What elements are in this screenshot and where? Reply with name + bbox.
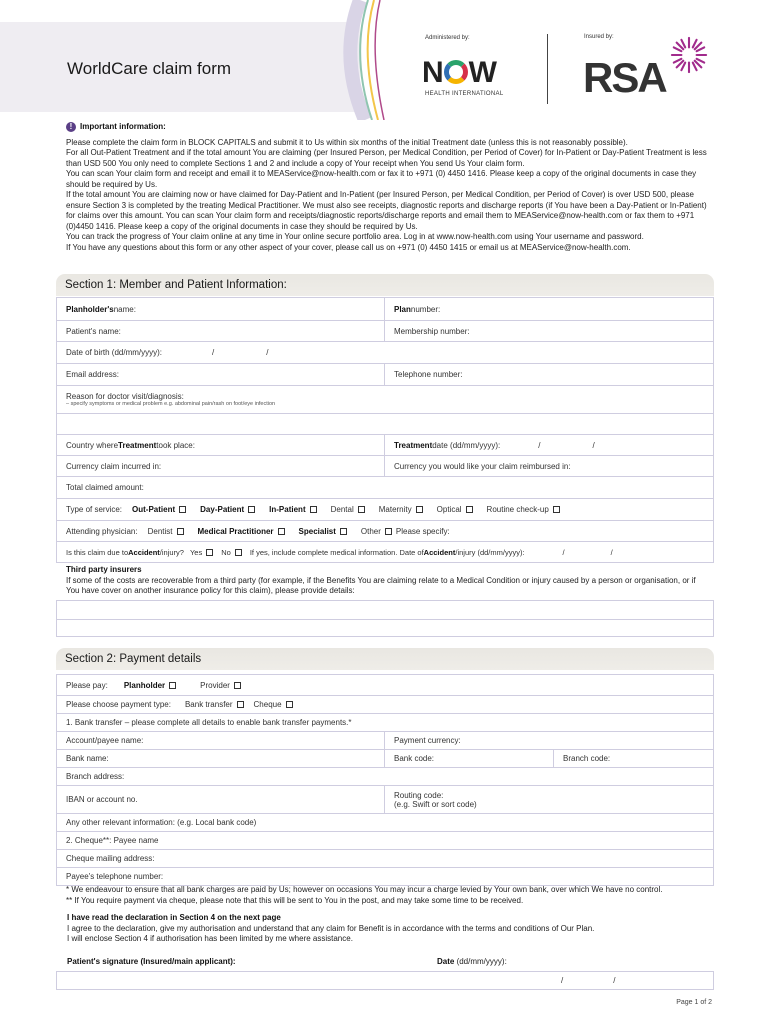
physician-dentist[interactable]: Dentist xyxy=(148,527,184,536)
page-number: Page 1 of 2 xyxy=(676,999,712,1006)
type-out-patient[interactable]: Out-Patient xyxy=(132,505,186,514)
administered-by-label: Administered by: xyxy=(425,35,470,41)
routing-code-field[interactable]: Routing code: (e.g. Swift or sort code) xyxy=(384,786,713,813)
type-routine-checkup[interactable]: Routine check-up xyxy=(487,505,560,514)
payment-cheque[interactable]: Cheque xyxy=(254,700,293,709)
checkbox[interactable] xyxy=(466,506,473,513)
total-claimed-field[interactable]: Total claimed amount: xyxy=(66,483,144,492)
checkbox[interactable] xyxy=(177,528,184,535)
payee-telephone-field[interactable]: Payee's telephone number: xyxy=(66,872,164,881)
checkbox[interactable] xyxy=(234,682,241,689)
checkbox[interactable] xyxy=(416,506,423,513)
signature-field[interactable] xyxy=(57,972,384,989)
checkbox[interactable] xyxy=(385,528,392,535)
section2-header: Section 2: Payment details xyxy=(56,648,714,670)
checkbox[interactable] xyxy=(340,528,347,535)
currency-reimbursed-field[interactable]: Currency you would like your claim reimbursed in: xyxy=(384,456,713,476)
third-party-field-line1[interactable] xyxy=(57,601,713,619)
now-health-logo-subtitle: HEALTH INTERNATIONAL xyxy=(425,91,504,97)
checkbox[interactable] xyxy=(206,549,213,556)
checkbox[interactable] xyxy=(235,549,242,556)
physician-medical-practitioner[interactable]: Medical Practitioner xyxy=(198,527,285,536)
branch-code-field[interactable]: Branch code: xyxy=(553,750,713,767)
logo-divider xyxy=(547,34,548,104)
date-label: Date (dd/mm/yyyy): xyxy=(437,957,507,966)
third-party-block xyxy=(66,565,706,597)
bank-transfer-heading: 1. Bank transfer – please complete all details to enable bank transfer payments.* xyxy=(66,718,352,727)
third-party-title: Third party insurers xyxy=(66,565,142,574)
section1-grid xyxy=(56,297,714,563)
please-specify-field[interactable]: Please specify: xyxy=(395,526,450,536)
checkbox[interactable] xyxy=(278,528,285,535)
type-day-patient[interactable]: Day-Patient xyxy=(200,505,255,514)
footnote-2: ** If You require payment via cheque, please note that this will be sent to You in the post, and may take some time to be received. xyxy=(66,895,524,905)
payment-bank-transfer[interactable]: Bank transfer xyxy=(185,700,244,709)
email-field[interactable]: Email address: xyxy=(66,370,119,379)
info-p4: If the total amount You are claiming now or have claimed for Day-Patient and In-Patient (per Insured Person, per Medical Condition, per Period of Cover) is over USD 500, please ensure Section 3 is completed by the treating Medical Practitioner. We must also see receipts, diagnostic reports and discharge reports (if You have been a Day-Patient or In-Patient) for claims over this amount. You can scan Your claim form and receipts/diagnostic reports/discharge reports and email them to MEAService@now-health.com or fax them to +971 (0)4450 1416. Please keep a copy of the original documents in case they should be required by Us. xyxy=(66,190,707,231)
info-p6: If You have any questions about this form or any other aspect of your cover, please call us on +971 (0) 4450 1415 or email us at MEAService@now-health.com. xyxy=(66,242,631,252)
page-title: WorldCare claim form xyxy=(67,59,232,78)
page-header xyxy=(0,0,768,120)
telephone-field[interactable]: Telephone number: xyxy=(384,364,713,385)
info-p1: Please complete the claim form in BLOCK CAPITALS and submit it to Us within six months of the initial Treatment date (unless this is not reasonably possible). xyxy=(66,137,628,147)
type-in-patient[interactable]: In-Patient xyxy=(269,505,316,514)
third-party-grid xyxy=(56,600,714,637)
treatment-date-field[interactable]: Treatment date (dd/mm/yyyy): / / xyxy=(384,435,713,455)
type-optical[interactable]: Optical xyxy=(437,505,473,514)
info-p2: For all Out-Patient Treatment and if the total amount You are claiming (per Insured Person, per Medical Condition, per Period of Cover) for In-Patient or Day-Patient Treatment is less than USD 500 You only need to complete Sections 1 and 2 and include a copy of Your receipt when You send Us Your claim form. xyxy=(66,148,707,168)
important-heading: Important information: xyxy=(80,122,166,131)
checkbox[interactable] xyxy=(286,701,293,708)
section1-header: Section 1: Member and Patient Information: xyxy=(56,274,714,296)
checkbox[interactable] xyxy=(169,682,176,689)
planholder-name-field[interactable]: Planholder's name: xyxy=(66,304,136,314)
checkbox[interactable] xyxy=(179,506,186,513)
patient-name-field[interactable]: Patient's name: xyxy=(66,326,121,336)
rsa-logo: RSA xyxy=(583,54,666,101)
pay-planholder[interactable]: Planholder xyxy=(124,681,176,690)
checkbox[interactable] xyxy=(553,506,560,513)
info-p3: You can scan Your claim form and receipt and email it to MEAService@now-health.com or fax it to +971 (0) 4450 1416. Please keep a copy of the original documents in case they should be required by Us. xyxy=(66,169,697,189)
cheque-address-field[interactable]: Cheque mailing address: xyxy=(66,854,155,863)
signature-label: Patient's signature (Insured/main applicant): xyxy=(67,957,236,966)
membership-number-field[interactable]: Membership number: xyxy=(384,321,713,341)
third-party-field-line2[interactable] xyxy=(57,620,713,636)
reason-field[interactable]: Reason for doctor visit/diagnosis: – specify symptoms or medical problem e.g. abdominal pain/rash on foot/eye infection xyxy=(66,392,276,407)
third-party-text: If some of the costs are recoverable from a third party (for example, if the Benefits You are claiming relate to a Medical Condition or injury caused by a person or organisation, or if You have cover on another insurance policy for this claim), please provide details: xyxy=(66,575,696,595)
type-dental[interactable]: Dental xyxy=(331,505,365,514)
accident-no[interactable]: No xyxy=(221,548,242,557)
declaration-text-2: I will enclose Section 4 if authorisation has been limited by me where assistance. xyxy=(67,934,353,943)
type-maternity[interactable]: Maternity xyxy=(379,505,423,514)
rsa-star-icon xyxy=(670,36,708,74)
declaration-title: I have read the declaration in Section 4 on the next page xyxy=(67,913,281,922)
now-health-logo: N W xyxy=(422,56,496,89)
info-p5: You can track the progress of Your claim online at any time in Your online secure portfolio area. Log in at www.now-health.com using Your username and password. xyxy=(66,232,644,241)
section2-grid xyxy=(56,674,714,886)
attending-physician-row: Attending physician: Dentist Medical Practitioner Specialist Other Please specify: xyxy=(66,526,450,536)
signature-grid xyxy=(56,971,714,990)
type-of-service-row: Type of service: Out-Patient Day-Patient In-Patient Dental Maternity Optical Routine check-up xyxy=(57,499,713,520)
currency-incurred-field[interactable]: Currency claim incurred in: xyxy=(66,461,162,471)
account-payee-field[interactable]: Account/payee name: xyxy=(66,736,144,745)
country-treatment-field[interactable]: Country where Treatment took place: xyxy=(66,440,195,450)
checkbox[interactable] xyxy=(237,701,244,708)
accident-yes[interactable]: Yes xyxy=(190,548,213,557)
swoosh-decoration xyxy=(290,0,410,120)
physician-other[interactable]: Other xyxy=(361,527,392,536)
checkbox[interactable] xyxy=(358,506,365,513)
date-of-birth-field[interactable]: Date of birth (dd/mm/yyyy): / / xyxy=(66,348,269,357)
cheque-payee-field[interactable]: 2. Cheque**: Payee name xyxy=(66,836,159,845)
exclamation-icon: ! xyxy=(66,122,76,132)
footnotes xyxy=(66,885,716,906)
plan-number-field[interactable]: Plan number: xyxy=(384,298,713,320)
signature-date-field[interactable]: / / xyxy=(561,976,616,985)
bank-code-field[interactable]: Bank code: xyxy=(384,750,553,767)
insured-by-label: Insured by: xyxy=(584,34,614,40)
payment-type-row: Please choose payment type: Bank transfer Cheque xyxy=(57,696,713,713)
declaration-text-1: I agree to the declaration, give my authorisation and understand that any claim for Benefit is in accordance with the terms and conditions of Our Plan. xyxy=(67,923,595,933)
please-pay-row: Please pay: Planholder Provider xyxy=(57,675,713,695)
footnote-1: * We endeavour to ensure that all bank charges are paid by Us; however on occasions You may incur a charge levied by Your own bank, over which We have no control. xyxy=(66,885,663,894)
important-information xyxy=(66,122,716,253)
declaration xyxy=(67,913,717,945)
pay-provider[interactable]: Provider xyxy=(200,681,241,690)
payment-currency-field[interactable]: Payment currency: xyxy=(384,732,713,749)
other-info-field[interactable]: Any other relevant information: (e.g. Local bank code) xyxy=(66,818,257,827)
branch-address-field[interactable]: Branch address: xyxy=(66,772,125,781)
physician-specialist[interactable]: Specialist xyxy=(299,527,347,536)
checkbox[interactable] xyxy=(310,506,317,513)
bank-name-field[interactable]: Bank name: xyxy=(66,754,109,763)
iban-field[interactable]: IBAN or account no. xyxy=(66,795,138,804)
accident-row: Is this claim due to Accident /injury? Yes No If yes, include complete medical information. Date of Accident /injury (dd/mm/yyyy): / / xyxy=(66,547,613,557)
reason-field-line2[interactable] xyxy=(57,414,713,434)
checkbox[interactable] xyxy=(248,506,255,513)
